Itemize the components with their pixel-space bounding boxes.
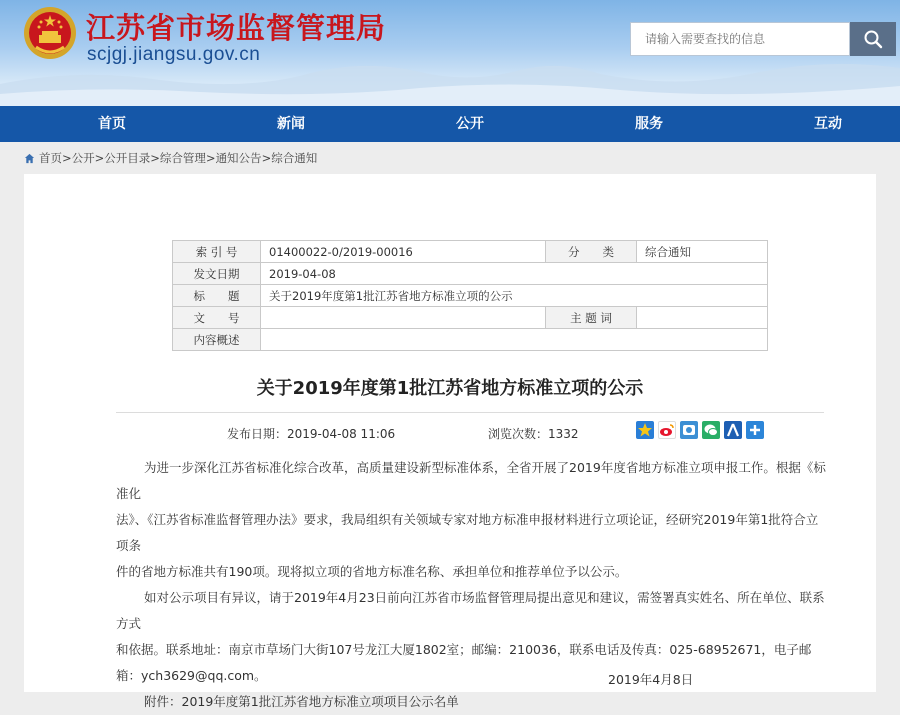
weibo-icon[interactable] xyxy=(658,421,676,439)
site-name[interactable]: 江苏省市场监督管理局 xyxy=(86,11,387,45)
nav-item-public[interactable]: 公开 xyxy=(456,116,484,132)
publish-date: 发布日期：2019-04-08 11:06 xyxy=(227,427,396,441)
national-emblem-icon xyxy=(22,5,78,61)
paragraph-2-line-3: 箱：ych3629@qq.com。 xyxy=(116,668,267,683)
nav-item-news[interactable]: 新闻 xyxy=(277,116,305,132)
document-meta-table xyxy=(172,240,768,351)
qq-icon[interactable] xyxy=(680,421,698,439)
breadcrumb-separator: > xyxy=(62,151,72,165)
site-url[interactable]: scjgj.jiangsu.gov.cn xyxy=(87,44,261,65)
nav-item-service[interactable]: 服务 xyxy=(635,116,663,132)
date-value: 2019-04-08 xyxy=(261,263,768,285)
index-value: 01400022-0/2019-00016 xyxy=(261,241,546,263)
paragraph-2-line-1: 如对公示项目有异议，请于2019年4月23日前向江苏省市场监督管理局提出意见和建议，需签署真实姓名、所在单位、联系方式 xyxy=(116,590,825,631)
main-nav xyxy=(0,106,900,142)
paragraph-1-line-3: 件的省地方标准共有190项。现将拟立项的省地方标准名称、承担单位和推荐单位予以公示。 xyxy=(116,564,628,579)
breadcrumb-general-notice[interactable]: 综合通知 xyxy=(271,151,318,165)
search-input[interactable] xyxy=(631,23,845,55)
docno-label: 文 号 xyxy=(173,307,261,329)
renren-icon[interactable] xyxy=(724,421,742,439)
breadcrumb-separator: > xyxy=(205,151,216,165)
title-divider xyxy=(116,412,824,413)
breadcrumb-general-admin[interactable]: 综合管理 xyxy=(159,151,206,165)
paragraph-2-line-2: 和依据。联系地址：南京市草场门大街107号龙江大厦1802室；邮编：210036，联系电话及传真：025-68952671，电子邮 xyxy=(116,642,812,657)
qzone-icon[interactable] xyxy=(636,421,654,439)
home-icon xyxy=(24,153,35,164)
paragraph-1-line-2: 法》、《江苏省标准监督管理办法》要求，我局组织有关领域专家对地方标准申报材料进行立项论证，经研究2019年第1批符合立项条 xyxy=(116,512,819,553)
breadcrumb-separator: > xyxy=(261,151,272,165)
article-title: 关于2019年度第1批江苏省地方标准立项的公示 xyxy=(256,378,644,399)
category-label: 分 类 xyxy=(546,241,637,263)
view-count-value: 1332 xyxy=(548,427,579,441)
attachment-link[interactable]: 附件：2019年度第1批江苏省地方标准立项项目公示名单 xyxy=(144,694,459,709)
date-label: 发文日期 xyxy=(173,263,261,285)
summary-label: 内容概述 xyxy=(173,329,261,351)
summary-value xyxy=(261,329,768,351)
breadcrumb-public-catalog[interactable]: 公开目录 xyxy=(104,151,151,165)
breadcrumb-public[interactable]: 公开 xyxy=(71,151,95,165)
search-box xyxy=(630,22,850,56)
breadcrumb-separator: > xyxy=(150,151,160,165)
nav-item-interact[interactable]: 互动 xyxy=(814,116,842,132)
keyword-value xyxy=(637,307,768,329)
search-icon xyxy=(863,29,883,49)
view-count-label: 浏览次数： xyxy=(488,427,549,441)
breadcrumb xyxy=(24,150,317,166)
wechat-icon[interactable] xyxy=(702,421,720,439)
paragraph-1-line-1: 为进一步深化江苏省标准化综合改革，高质量建设新型标准体系，全省开展了2019年度省地方标准立项申报工作。根据《标准化 xyxy=(116,460,826,501)
index-label: 索 引 号 xyxy=(173,241,261,263)
view-count xyxy=(488,425,579,442)
breadcrumb-notices[interactable]: 通知公告 xyxy=(215,151,262,165)
docno-value xyxy=(261,307,546,329)
article-panel xyxy=(24,174,876,709)
nav-item-home[interactable]: 首页 xyxy=(98,116,126,132)
category-value: 综合通知 xyxy=(637,241,768,263)
search-button[interactable] xyxy=(850,22,896,56)
breadcrumb-home[interactable]: 首页 xyxy=(39,151,62,165)
share-bar xyxy=(636,421,764,439)
article-body xyxy=(116,455,828,715)
title-label: 标 题 xyxy=(173,285,261,307)
keyword-label: 主 题 词 xyxy=(546,307,637,329)
title-value: 关于2019年度第1批江苏省地方标准立项的公示 xyxy=(261,285,768,307)
sign-date: 2019年4月8日 xyxy=(608,672,694,687)
breadcrumb-separator: > xyxy=(94,151,105,165)
more-share-icon[interactable] xyxy=(746,421,764,439)
